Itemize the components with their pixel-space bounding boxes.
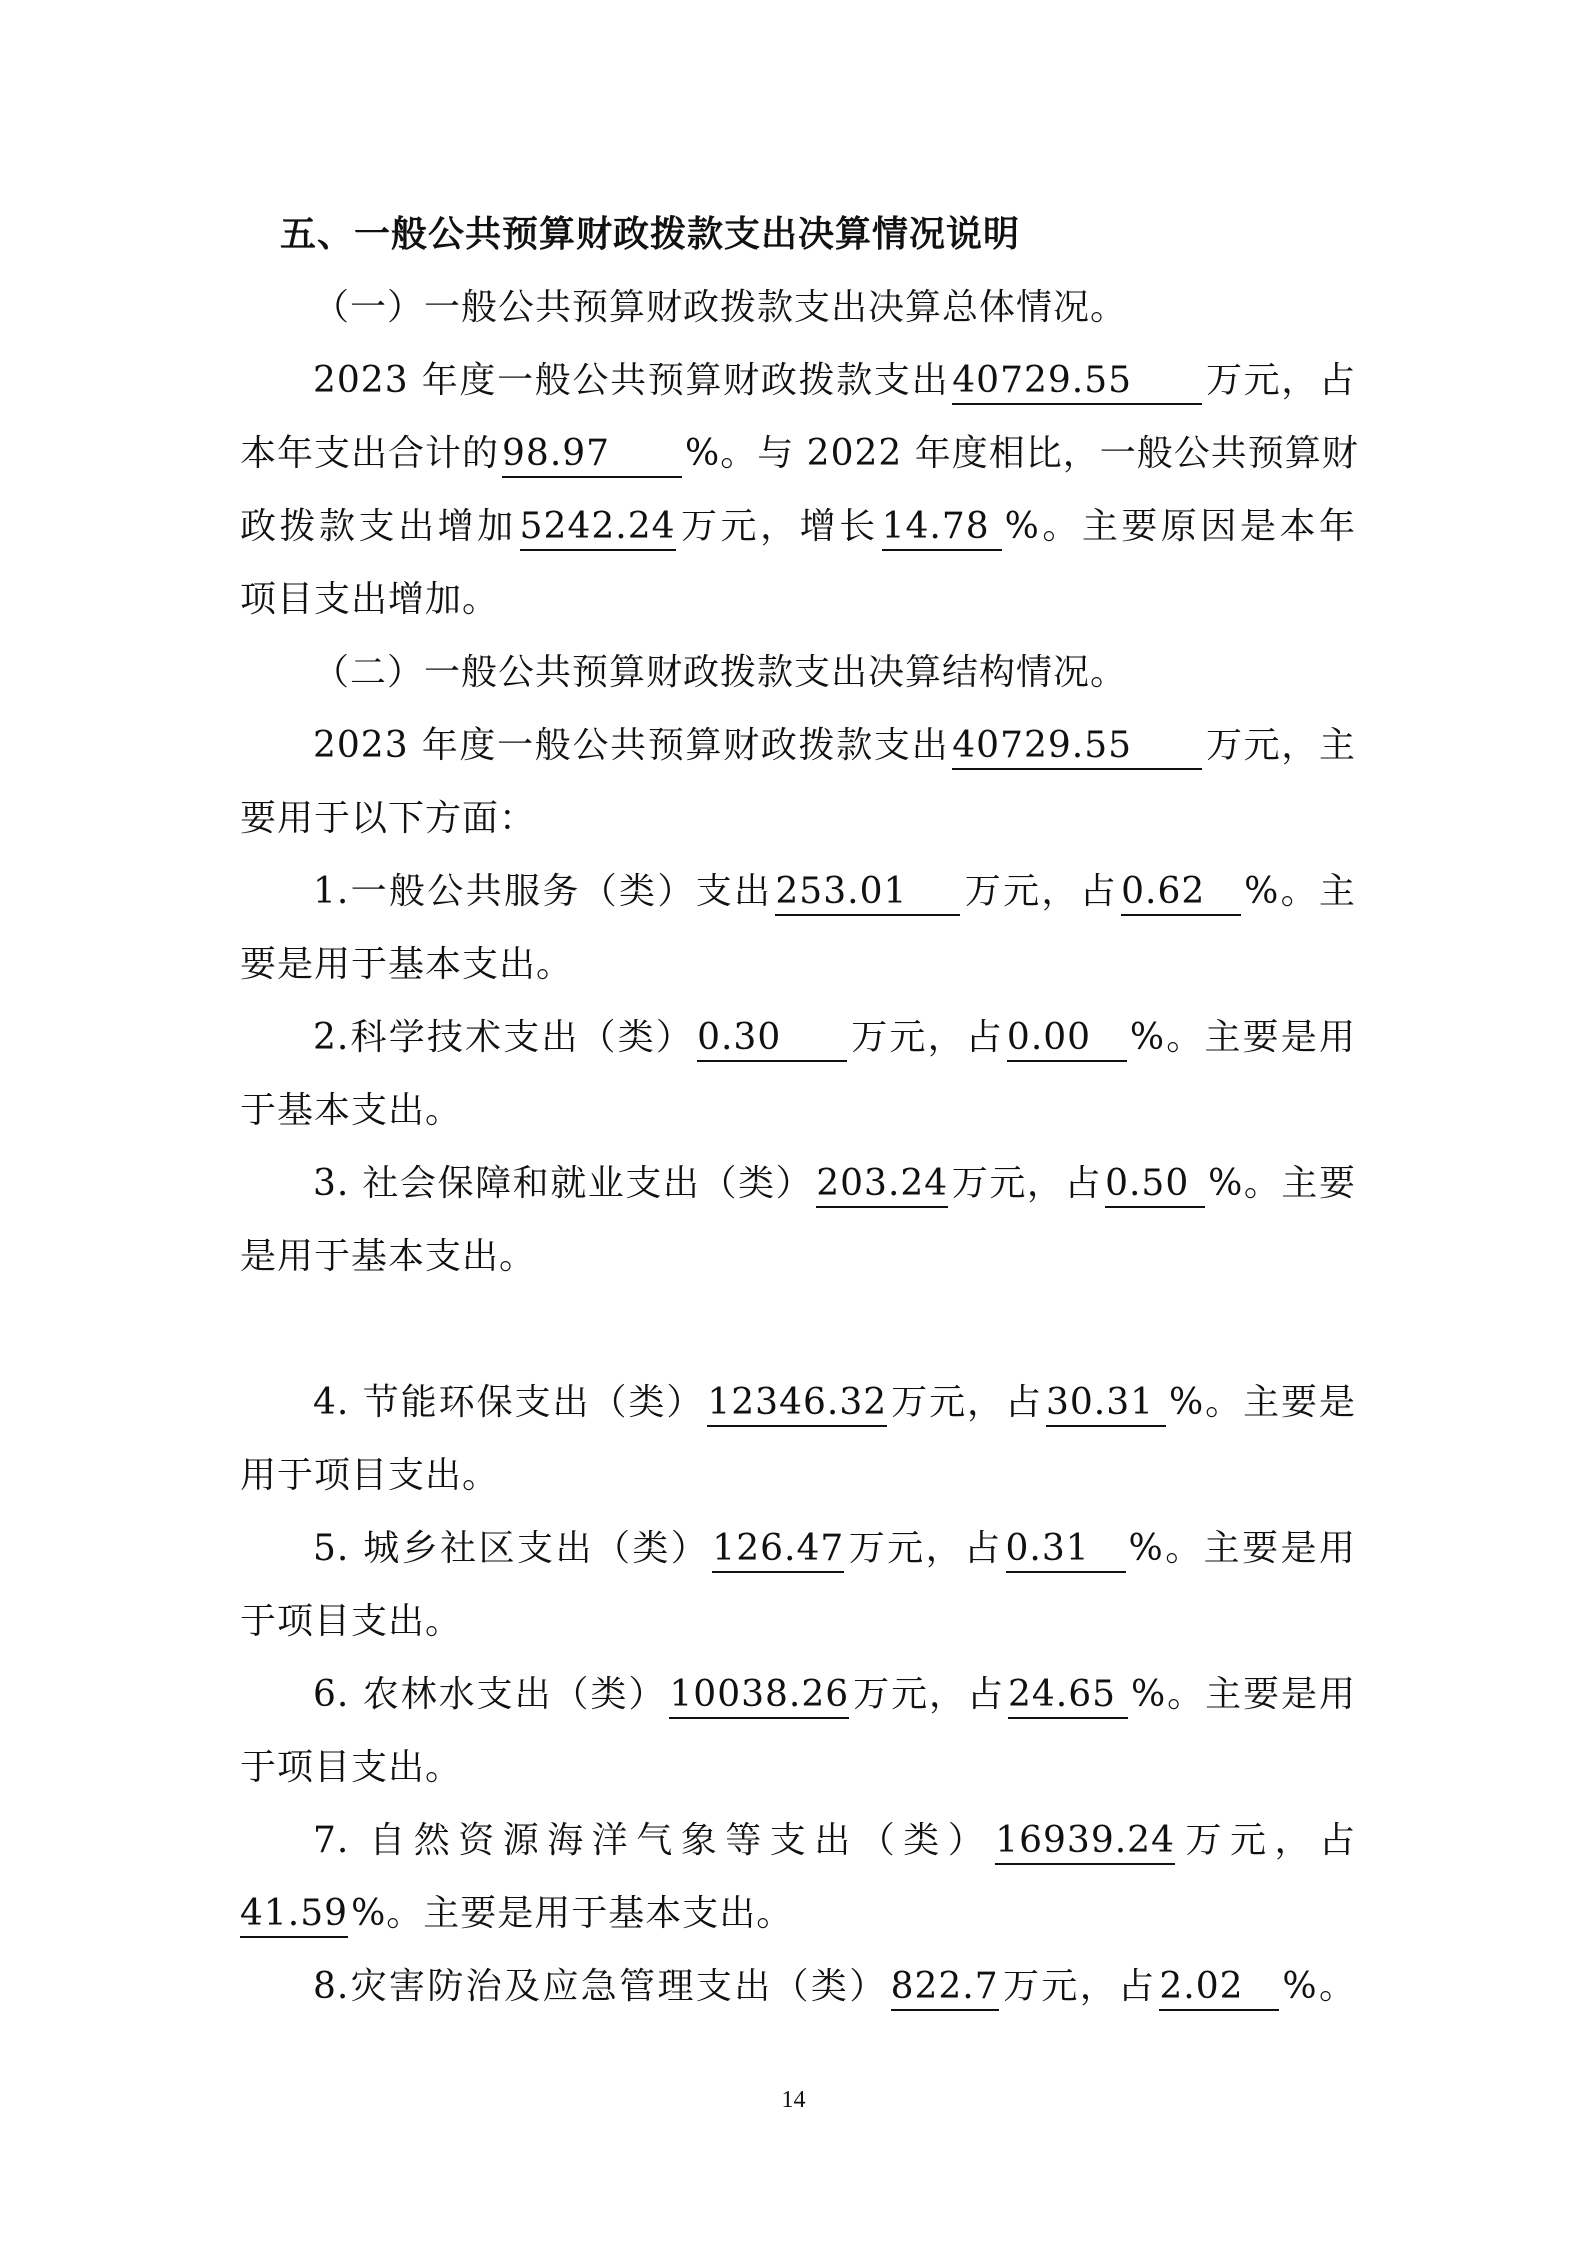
text-segment: %。主要 (1208, 1163, 1356, 1204)
paragraph-line (313, 356, 1356, 406)
text-segment: %。主要是用 (1129, 1017, 1356, 1058)
filled-blank-growth: 14.78 (882, 505, 1002, 551)
item-label: 8.灾害防治及应急管理支出（类） (313, 1966, 888, 2007)
text-segment: %。 (1282, 1966, 1356, 2007)
list-item-continuation: 于项目支出。 (240, 1747, 463, 1788)
paragraph-line (240, 429, 1359, 479)
text-segment: 2023 年度一般公共预算财政拨款支出 (313, 725, 950, 766)
paragraph-line: 项目支出增加。 (240, 579, 500, 620)
text-segment: %。主要是用 (1130, 1674, 1356, 1715)
item-percent: 24.65 (1008, 1673, 1128, 1719)
subsection-1-title: （一）一般公共预算财政拨款支出决算总体情况。 (313, 287, 1128, 328)
text-segment: %。与 2022 年度相比，一般公共预算财 (685, 433, 1359, 474)
list-item-continuation: 于项目支出。 (240, 1601, 463, 1642)
item-percent: 0.31 (1006, 1527, 1126, 1573)
list-item (313, 1013, 1356, 1063)
paragraph-line (240, 502, 1356, 552)
item-label: 4. 节能环保支出（类） (313, 1382, 705, 1423)
list-item-continuation: 于基本支出。 (240, 1090, 463, 1131)
list-item (313, 1962, 1356, 2012)
list-item (313, 1524, 1356, 1574)
list-item (313, 867, 1356, 917)
text-segment: 政拨款支出增加 (240, 506, 517, 547)
text-segment: %。主要原因是本年 (1004, 506, 1356, 547)
item-amount: 822.7 (891, 1965, 999, 2011)
item-label: 5. 城乡社区支出（类） (313, 1528, 710, 1569)
item-amount: 10038.26 (669, 1673, 849, 1719)
list-item-continuation (240, 1889, 1356, 1939)
page-number: 14 (781, 2087, 806, 2113)
item-amount: 253.01 (775, 870, 960, 916)
list-item-continuation: 是用于基本支出。 (240, 1236, 537, 1277)
item-percent: 2.02 (1159, 1965, 1279, 2011)
text-segment: 万元，占 (890, 1382, 1043, 1423)
section-heading: 五、一般公共预算财政拨款支出决算情况说明 (280, 214, 1021, 255)
list-item (313, 1816, 1356, 1866)
paragraph-line (313, 721, 1356, 771)
list-item-continuation: 用于项目支出。 (240, 1455, 500, 1496)
item-amount: 16939.24 (995, 1819, 1175, 1865)
paragraph-line: 要用于以下方面： (240, 798, 537, 839)
item-percent: 41.59 (240, 1892, 348, 1938)
text-segment: 本年支出合计的 (240, 433, 500, 474)
filled-blank-increase: 5242.24 (520, 505, 676, 551)
text-segment: 万元，占 (1001, 1966, 1157, 2007)
filled-blank-share: 98.97 (502, 432, 682, 478)
subsection-2-title: （二）一般公共预算财政拨款支出决算结构情况。 (313, 652, 1128, 693)
item-amount: 12346.32 (707, 1381, 887, 1427)
text-segment: 万元，占 (1205, 360, 1356, 401)
text-segment: 万元，占 (1178, 1820, 1356, 1861)
filled-blank-amount: 40729.55 (952, 359, 1202, 405)
list-item-continuation: 要是用于基本支出。 (240, 944, 574, 985)
item-label: 6. 农林水支出（类） (313, 1674, 667, 1715)
item-amount: 126.47 (712, 1527, 844, 1573)
text-segment: 万元，增长 (678, 506, 879, 547)
text-segment: %。主 (1244, 871, 1356, 912)
item-percent: 0.62 (1121, 870, 1241, 916)
filled-blank-amount: 40729.55 (952, 724, 1202, 770)
item-amount: 203.24 (816, 1162, 948, 1208)
item-label: 7. 自然资源海洋气象等支出（类） (313, 1820, 993, 1861)
text-segment: 万元，占 (852, 1674, 1005, 1715)
text-segment: 万元，占 (847, 1528, 1003, 1569)
text-segment: 万元，占 (951, 1163, 1103, 1204)
item-label: 2.科学技术支出（类） (313, 1017, 695, 1058)
item-label: 1.一般公共服务（类）支出 (313, 871, 773, 912)
text-segment: 万元，占 (963, 871, 1119, 912)
item-amount: 0.30 (697, 1016, 847, 1062)
item-label: 3. 社会保障和就业支出（类） (313, 1163, 814, 1204)
list-item (313, 1159, 1356, 1209)
list-item (313, 1670, 1356, 1720)
item-percent: 0.00 (1007, 1016, 1127, 1062)
list-item (313, 1378, 1356, 1428)
text-segment: %。主要是用于基本支出。 (351, 1893, 794, 1934)
text-segment: 万元，占 (850, 1017, 1004, 1058)
text-segment: %。主要是 (1168, 1382, 1356, 1423)
text-segment: %。主要是用 (1128, 1528, 1356, 1569)
text-segment: 万元，主 (1205, 725, 1356, 766)
item-percent: 30.31 (1046, 1381, 1166, 1427)
item-percent: 0.50 (1105, 1162, 1205, 1208)
text-segment: 2023 年度一般公共预算财政拨款支出 (313, 360, 950, 401)
